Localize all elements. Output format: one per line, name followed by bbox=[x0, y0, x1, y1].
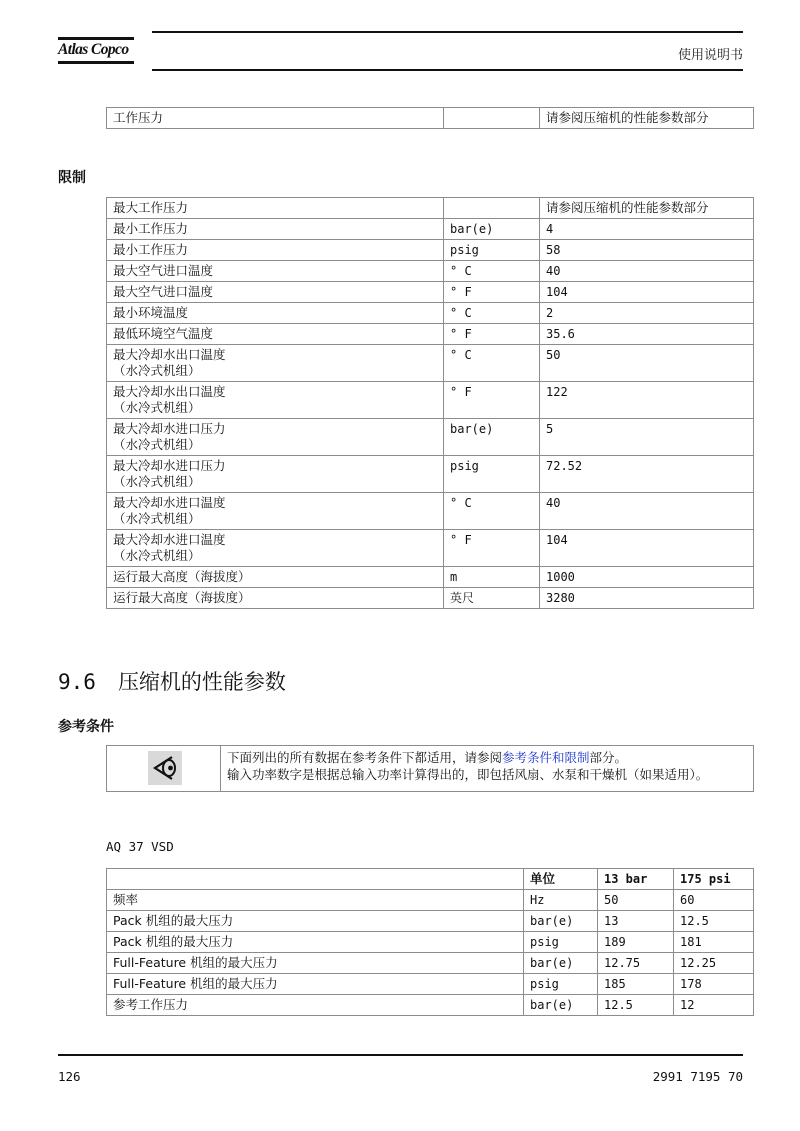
unit-cell: ° F bbox=[444, 324, 540, 345]
atlas-copco-logo bbox=[58, 36, 136, 70]
note-text-after: 部分。 bbox=[589, 750, 628, 765]
unit-cell: m bbox=[444, 567, 540, 588]
value-cell: 13 bbox=[598, 911, 674, 932]
reference-heading: 参考条件 bbox=[58, 719, 114, 735]
table-row bbox=[107, 261, 754, 282]
param-text: 最大空气进口温度 bbox=[113, 284, 214, 299]
unit-cell: psig bbox=[524, 974, 598, 995]
param-text: 最大冷却水进口压力 bbox=[113, 421, 226, 436]
param-cell bbox=[107, 530, 444, 567]
param-note: （水冷式机组） bbox=[113, 511, 201, 526]
column-header: 单位 bbox=[524, 869, 598, 890]
note-icon-cell bbox=[107, 746, 221, 791]
table-row bbox=[107, 324, 754, 345]
param-cell bbox=[107, 219, 444, 240]
table-row bbox=[107, 456, 754, 493]
working-pressure-table bbox=[106, 107, 754, 129]
note-line-1 bbox=[227, 749, 708, 766]
table-row bbox=[107, 382, 754, 419]
note-text-before: 下面列出的所有数据在参考条件下都适用，请参阅 bbox=[227, 750, 503, 765]
param-cell bbox=[107, 567, 444, 588]
reference-conditions-link[interactable]: 参考条件和限制 bbox=[502, 750, 590, 765]
unit-cell: ° C bbox=[444, 493, 540, 530]
param-cell bbox=[107, 419, 444, 456]
page-number: 126 bbox=[58, 1069, 81, 1084]
logo-bottom-bar bbox=[58, 61, 134, 64]
value-cell: 60 bbox=[674, 890, 754, 911]
note-text bbox=[227, 749, 708, 783]
param-note: （水冷式机组） bbox=[113, 474, 201, 489]
chapter-number: 9.6 bbox=[58, 670, 96, 694]
value-cell: 50 bbox=[540, 345, 754, 382]
unit-cell bbox=[444, 198, 540, 219]
table-row bbox=[107, 932, 754, 953]
param-cell: Full-Feature 机组的最大压力 bbox=[107, 974, 524, 995]
param-cell bbox=[107, 588, 444, 609]
value-cell: 185 bbox=[598, 974, 674, 995]
table-row bbox=[107, 911, 754, 932]
param-text: 最大冷却水进口压力 bbox=[113, 458, 226, 473]
value-cell: 12.5 bbox=[598, 995, 674, 1016]
manual-title: 使用说明书 bbox=[677, 48, 743, 63]
column-header bbox=[107, 869, 524, 890]
table-row bbox=[107, 282, 754, 303]
param-cell bbox=[107, 261, 444, 282]
param-cell bbox=[107, 303, 444, 324]
footer-rule bbox=[58, 1054, 743, 1056]
unit-cell bbox=[444, 108, 540, 129]
param-text: 最小环境温度 bbox=[113, 305, 189, 320]
unit-cell: psig bbox=[444, 456, 540, 493]
param-text: 最大工作压力 bbox=[113, 200, 189, 215]
param-cell: 工作压力 bbox=[107, 108, 444, 129]
table-row bbox=[107, 108, 754, 129]
param-cell: 参考工作压力 bbox=[107, 995, 524, 1016]
unit-cell: ° F bbox=[444, 382, 540, 419]
value-cell: 5 bbox=[540, 419, 754, 456]
param-note: （水冷式机组） bbox=[113, 400, 201, 415]
param-note: （水冷式机组） bbox=[113, 437, 201, 452]
param-text: 最大空气进口温度 bbox=[113, 263, 214, 278]
value-cell: 12.75 bbox=[598, 953, 674, 974]
value-cell: 122 bbox=[540, 382, 754, 419]
table-row bbox=[107, 303, 754, 324]
logo-text: Atlas Copco bbox=[58, 41, 129, 58]
param-text: 最小工作压力 bbox=[113, 221, 189, 236]
document-number: 2991 7195 70 bbox=[652, 1069, 743, 1084]
reference-note bbox=[106, 745, 754, 792]
table-row bbox=[107, 198, 754, 219]
note-line-2: 输入功率数字是根据总输入功率计算得出的，即包括风扇、水泵和干燥机（如果适用）。 bbox=[227, 767, 709, 782]
param-cell bbox=[107, 240, 444, 261]
header-rule-bottom bbox=[152, 69, 743, 71]
param-text: 最低环境空气温度 bbox=[113, 326, 214, 341]
table-row bbox=[107, 890, 754, 911]
param-text: 运行最大高度（海拔度） bbox=[113, 590, 251, 605]
value-cell: 50 bbox=[598, 890, 674, 911]
table-row bbox=[107, 588, 754, 609]
value-cell: 72.52 bbox=[540, 456, 754, 493]
column-header: 13 bar bbox=[598, 869, 674, 890]
value-cell: 181 bbox=[674, 932, 754, 953]
param-cell bbox=[107, 198, 444, 219]
value-cell: 58 bbox=[540, 240, 754, 261]
value-cell: 12.25 bbox=[674, 953, 754, 974]
unit-cell: bar(e) bbox=[524, 995, 598, 1016]
unit-cell: bar(e) bbox=[524, 911, 598, 932]
table-row bbox=[107, 995, 754, 1016]
param-cell bbox=[107, 382, 444, 419]
unit-cell: ° F bbox=[444, 530, 540, 567]
table-header-row bbox=[107, 869, 754, 890]
table-row bbox=[107, 219, 754, 240]
param-cell: 频率 bbox=[107, 890, 524, 911]
unit-cell: ° C bbox=[444, 261, 540, 282]
value-cell: 1000 bbox=[540, 567, 754, 588]
chapter-heading bbox=[58, 666, 286, 696]
table-row bbox=[107, 567, 754, 588]
param-text: 最大冷却水进口温度 bbox=[113, 532, 226, 547]
model-label: AQ 37 VSD bbox=[106, 839, 174, 854]
value-cell: 189 bbox=[598, 932, 674, 953]
value-cell: 178 bbox=[674, 974, 754, 995]
table-row bbox=[107, 953, 754, 974]
param-cell: Full-Feature 机组的最大压力 bbox=[107, 953, 524, 974]
param-text: 最大冷却水出口温度 bbox=[113, 347, 226, 362]
value-cell: 12 bbox=[674, 995, 754, 1016]
param-cell bbox=[107, 324, 444, 345]
param-cell: Pack 机组的最大压力 bbox=[107, 911, 524, 932]
param-cell: Pack 机组的最大压力 bbox=[107, 932, 524, 953]
value-cell: 104 bbox=[540, 530, 754, 567]
param-text: 运行最大高度（海拔度） bbox=[113, 569, 251, 584]
table-row bbox=[107, 419, 754, 456]
param-cell bbox=[107, 345, 444, 382]
param-cell bbox=[107, 493, 444, 530]
value-cell: 12.5 bbox=[674, 911, 754, 932]
param-cell bbox=[107, 282, 444, 303]
value-cell: 40 bbox=[540, 493, 754, 530]
param-note: （水冷式机组） bbox=[113, 363, 201, 378]
param-text: 最大冷却水出口温度 bbox=[113, 384, 226, 399]
performance-table bbox=[106, 868, 754, 1016]
logo-top-bar bbox=[58, 37, 134, 40]
param-text: 最大冷却水进口温度 bbox=[113, 495, 226, 510]
value-cell: 40 bbox=[540, 261, 754, 282]
value-cell: 4 bbox=[540, 219, 754, 240]
header-rule-top bbox=[152, 31, 743, 33]
unit-cell: Hz bbox=[524, 890, 598, 911]
unit-cell: bar(e) bbox=[444, 219, 540, 240]
table-row bbox=[107, 974, 754, 995]
value-cell: 104 bbox=[540, 282, 754, 303]
param-text: 最小工作压力 bbox=[113, 242, 189, 257]
unit-cell: ° F bbox=[444, 282, 540, 303]
unit-cell: bar(e) bbox=[524, 953, 598, 974]
table-row bbox=[107, 240, 754, 261]
limits-heading: 限制 bbox=[58, 170, 86, 186]
column-header: 175 psi bbox=[674, 869, 754, 890]
eye-note-icon bbox=[148, 751, 182, 785]
unit-cell: ° C bbox=[444, 345, 540, 382]
unit-cell: ° C bbox=[444, 303, 540, 324]
chapter-title: 压缩机的性能参数 bbox=[117, 670, 286, 694]
param-note: （水冷式机组） bbox=[113, 548, 201, 563]
unit-cell: 英尺 bbox=[444, 588, 540, 609]
table-row bbox=[107, 345, 754, 382]
table-row bbox=[107, 530, 754, 567]
param-cell bbox=[107, 456, 444, 493]
value-cell: 3280 bbox=[540, 588, 754, 609]
value-cell: 请参阅压缩机的性能参数部分 bbox=[540, 108, 754, 129]
value-cell: 2 bbox=[540, 303, 754, 324]
unit-cell: psig bbox=[444, 240, 540, 261]
table-row bbox=[107, 493, 754, 530]
value-cell: 请参阅压缩机的性能参数部分 bbox=[540, 198, 754, 219]
limits-table bbox=[106, 197, 754, 609]
unit-cell: psig bbox=[524, 932, 598, 953]
unit-cell: bar(e) bbox=[444, 419, 540, 456]
value-cell: 35.6 bbox=[540, 324, 754, 345]
